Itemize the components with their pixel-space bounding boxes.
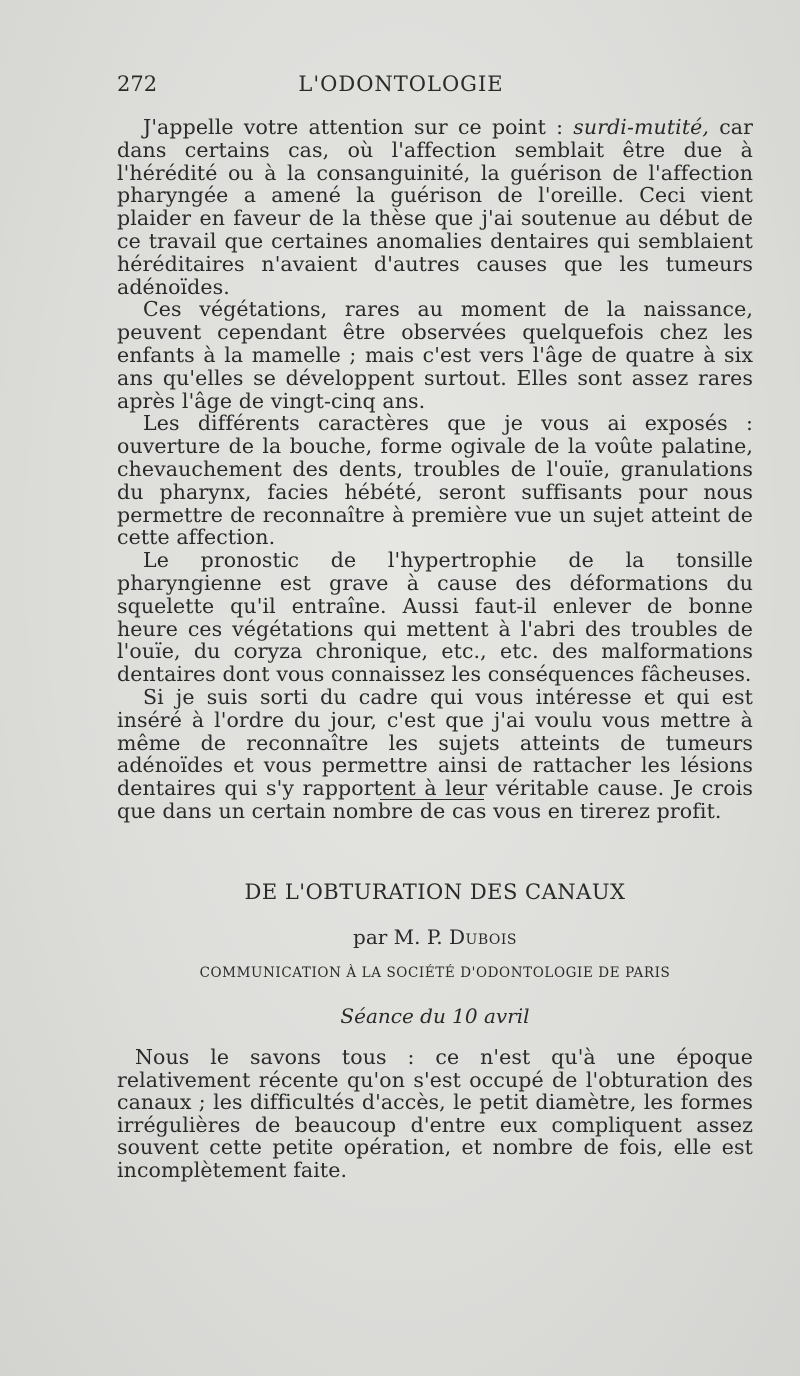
byline-prefix: par M. P.: [353, 925, 449, 949]
article-title: DE L'OBTURATION DES CANAUX: [244, 880, 626, 904]
paragraph: Ces végétations, rares au moment de la naissance, peuvent cependant être observées quelquefois chez les enfants à la mamelle ; mais c'est vers l'âge de quatre à six ans qu'elles se développent surtout. Elles sont assez rares après l'âge de vingt-cinq ans.: [117, 297, 753, 413]
body-text: [117, 116, 753, 823]
page-header: [117, 72, 685, 102]
paragraph: Si je suis sorti du cadre qui vous intéresse et qui est inséré à l'ordre du jour, c'est que j'ai voulu vous mettre à même de reconnaître les sujets atteints de tumeurs adénoïdes et vous permettre ainsi de rattacher les lésions dentaires qui s'y rapportent à leur véritable cause. Je crois que dans un certain nombre de cas vous en tirerez profit.: [117, 684, 753, 823]
paragraph-text: J'appelle votre attention sur ce point :: [143, 115, 574, 139]
running-head: L'ODONTOLOGIE: [298, 72, 504, 96]
paragraph: Nous le savons tous : ce n'est qu'à une époque relativement récente qu'on s'est occupé de l'obturation des canaux ; les difficultés d'accès, le petit diamètre, les formes irrégulières de beaucoup d'entre eux compliquent assez souvent cette petite opération, et nombre de fois, elle est incomplètement faite.: [117, 1045, 753, 1182]
paragraph: Le pronostic de l'hypertrophie de la tonsille pharyngienne est grave à cause des déformations du squelette qu'il entraîne. Aussi faut-il enlever de bonne heure ces végétations qui mettent à l'abri des troubles de l'ouïe, du coryza chronique, etc., etc. des malformations dentaires dont vous connaissez les conséquences fâcheuses.: [117, 548, 753, 687]
section-divider: [380, 799, 484, 800]
article-body: [117, 1046, 753, 1181]
byline: [117, 925, 753, 949]
page-number: 272: [117, 72, 158, 96]
communication-line: COMMUNICATION À LA SOCIÉTÉ D'ODONTOLOGIE DE PARIS: [199, 965, 671, 981]
seance-date: Séance du 10 avril: [340, 1004, 530, 1028]
author-name: Dubois: [448, 925, 517, 949]
paragraph-text: car dans certains cas, où l'affection semblait être due à l'hérédité ou à la consanguinité, la guérison de l'affection pharyngée a amené la guérison de l'oreille. Ceci vient plaider en faveur de la thèse que j'ai soutenue au début de ce travail que certaines anomalies dentaires qui semblaient héréditaires n'avaient d'autres causes que les tumeurs adénoïdes.: [117, 115, 754, 299]
emphasis-text: surdi-mutité,: [573, 115, 710, 139]
paragraph: Les différents caractères que je vous ai exposés : ouverture de la bouche, forme ogivale de la voûte palatine, chevauchement des dents, troubles de l'ouïe, granulations du pharynx, facies hébété, seront suffisants pour nous permettre de reconnaître à première vue un sujet atteint de cette affection.: [117, 411, 753, 550]
paragraph: [117, 116, 753, 298]
